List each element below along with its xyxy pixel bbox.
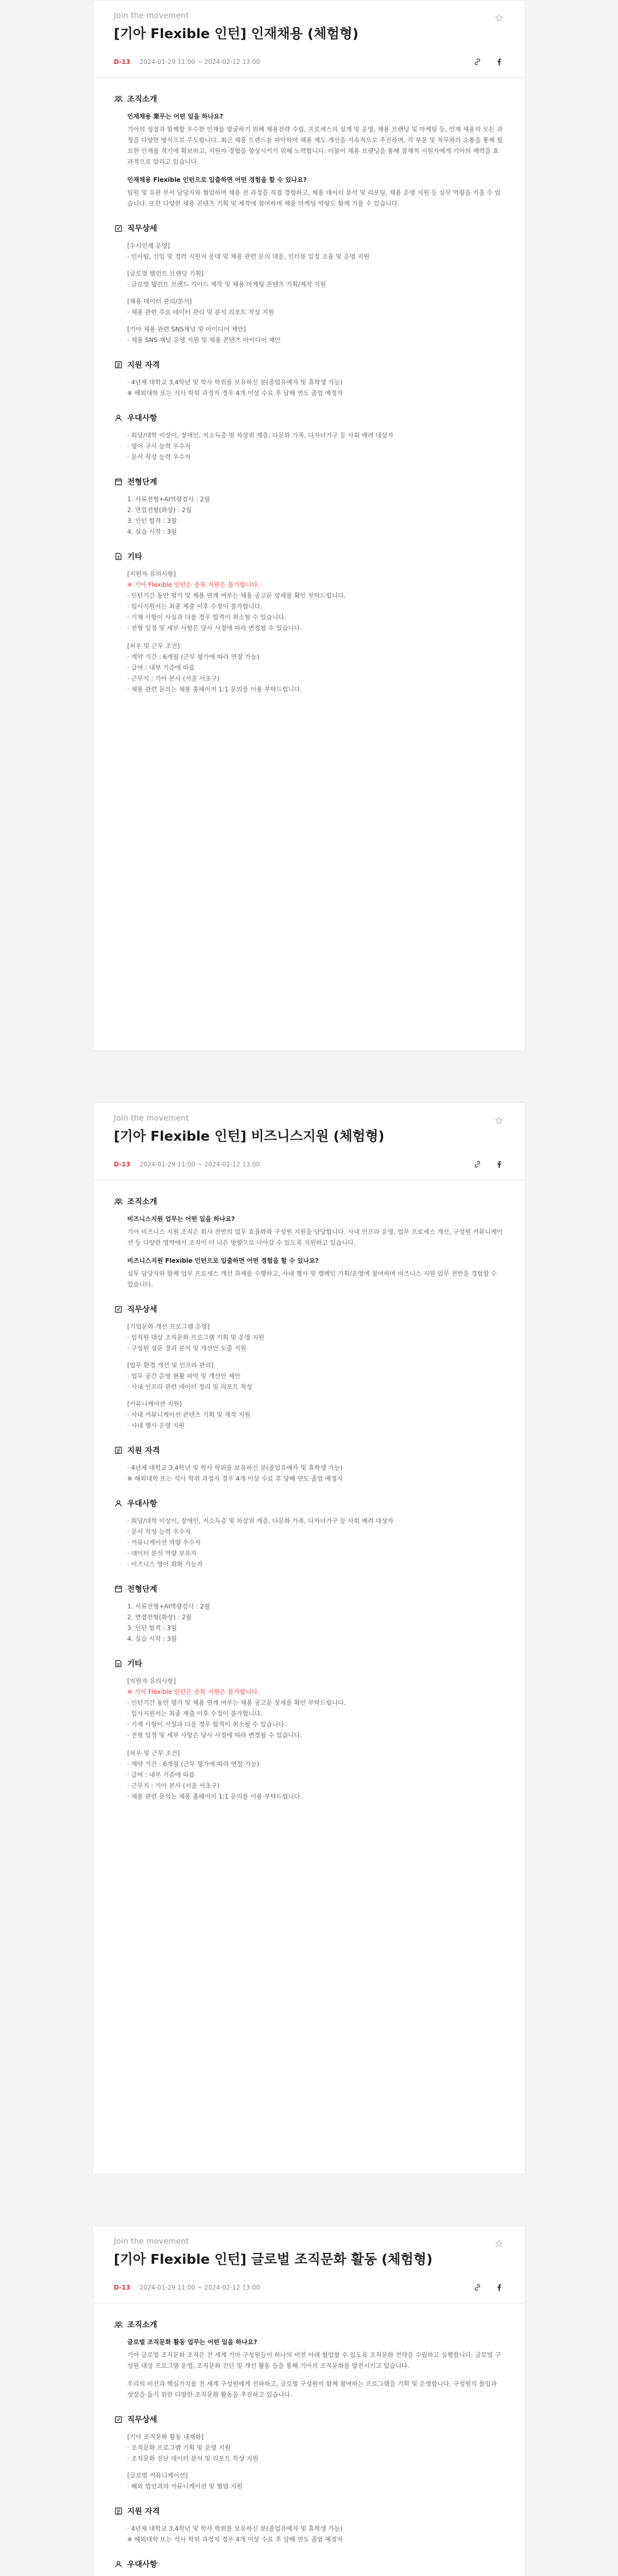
section-title: 전형단계 <box>127 477 157 486</box>
meta-row <box>114 1159 504 1170</box>
list-item: 3. 인턴 합격 : 3월 <box>127 1624 177 1632</box>
list-item: · 채용 관련 문의는 채용 홈페이지 1:1 문의를 이용 부탁드립니다. <box>127 686 302 693</box>
section-header <box>114 223 504 233</box>
section-org <box>114 93 504 209</box>
job-card-2 <box>93 1103 525 2174</box>
block-text: 팀원 및 유관 부서 담당자와 협업하며 채용 전 과정을 직접 경험하고, 채용 데이터 분석 및 리포팅, 채용 운영 지원 등 실무 역량을 키울 수 있습니다. 또한 다양한 채용 콘텐츠 기획 및 제작에 참여하며 채용 마케팅 역량도 함께 기를 수 있습니다. <box>127 189 501 207</box>
section-title: 직무상세 <box>127 2415 157 2424</box>
list-item: · 문서 작성 능력 우수자 <box>127 1528 191 1535</box>
list-item: · 계약 기간 : 6개월 (근무 평가에 따라 연장 가능) <box>127 1760 260 1768</box>
list-item: · 4년제 대학교 3,4학년 및 학사 학위를 보유하신 분(졸업유예자 및 휴학생 가능) <box>127 379 343 386</box>
application-period: 2024-01-29 11:00 ~ 2024-02-12 13:00 <box>139 2284 260 2291</box>
list-item: 1. 서류전형+AI역량검사 : 2월 <box>127 1603 210 1610</box>
section-title: 지원 자격 <box>127 2506 160 2516</box>
list-item: ※ 해외대학 또는 석사 학위 과정자 경우 4개 이상 수료 후 당해 연도 졸업 예정자 <box>127 2536 343 2543</box>
list-item: · 채용 관련 문의는 채용 홈페이지 1:1 문의를 이용 부탁드립니다. <box>127 1793 302 1800</box>
section-title: 지원 자격 <box>127 1446 160 1455</box>
block-text: 기아 글로벌 조직문화 조직은 전 세계 기아 구성원들이 하나의 비전 아래 협업할 수 있도록 조직문화 전략을 수립하고 실행합니다. 글로벌 구성원 대상 프로그램 운영, 조직문화 진단 및 개선 활동 등을 통해 기아의 조직문화를 발전시키고 있습니다. <box>127 2351 501 2369</box>
list-item: · 영어 구사 능력 우수자 <box>127 443 191 450</box>
list-item: · 회당/대학 이상이, 장애인, 저소득층 및 차상위 계층, 다문화 가족, 다자녀가구 등 사회 배려 대상자 <box>127 1517 394 1524</box>
list-item: · 4년제 대학교 3,4학년 및 학사 학위를 보유하신 분(졸업유예자 및 휴학생 가능) <box>127 2525 343 2532</box>
block-heading: 비즈니스지원 업무는 어떤 일을 하나요? <box>127 1215 235 1223</box>
card-header <box>93 2226 525 2293</box>
section-title: 전형단계 <box>127 1584 157 1594</box>
section-header <box>114 93 504 104</box>
list-item: · 조직문화 프로그램 기획 및 운영 지원 <box>127 2444 231 2451</box>
share-actions <box>472 1159 504 1170</box>
list-item: · 구성원 설문 결과 분석 및 개선안 도출 지원 <box>127 1345 247 1352</box>
section-title: 조직소개 <box>127 1197 157 1206</box>
list-item: ※ 해외대학 또는 석사 학위 과정자 경우 4개 이상 수료 후 당해 연도 졸업 예정자 <box>127 389 343 397</box>
job-title: [기아 Flexible 인턴] 비즈니스지원 (체험형) <box>114 1129 385 1144</box>
section-header <box>114 476 504 487</box>
list-item: 1. 서류전형+AI역량검사 : 2월 <box>127 496 210 503</box>
group-label: [기업문화 개선 프로그램 운영] <box>127 1323 210 1330</box>
share-actions <box>472 57 504 67</box>
group-label: [커뮤니케이션 지원] <box>127 1400 182 1408</box>
section-title: 기타 <box>127 552 142 561</box>
spacer <box>114 2371 504 2379</box>
job-title: [기아 Flexible 인턴] 인재채용 (체험형) <box>114 26 359 42</box>
list-item: · 급여 : 내부 기준에 따름 <box>127 1771 195 1778</box>
block-text: 우리의 비전과 핵심가치를 전 세계 구성원에게 전파하고, 글로벌 구성원이 함께 참여하는 프로그램을 기획 및 운영합니다. 구성원의 몰입과 성장을 돕기 위한 다양한 조직문화 활동을 추진하고 있습니다. <box>127 2380 497 2398</box>
section-etc <box>114 551 504 695</box>
list-item: [지원자 유의사항] <box>127 570 176 578</box>
section-org <box>114 2319 504 2400</box>
person-icon <box>114 1499 123 1508</box>
section-header <box>114 359 504 370</box>
list-item: · 해외 법인과의 커뮤니케이션 및 협업 지원 <box>127 2483 243 2490</box>
group-label: [기아 채용 관련 SNS채널 및 아이디어 제안] <box>127 326 246 333</box>
list-item: · 글로벌 탤런트 브랜드 가이드 제작 및 채용 마케팅 콘텐츠 기획/제작 지원 <box>127 281 326 288</box>
section-process <box>114 1583 504 1645</box>
section-title: 직무상세 <box>127 224 157 233</box>
list-item: · 급여 : 내부 기준에 따름 <box>127 664 195 671</box>
list-item: · 임직원 대상 조직문화 프로그램 기획 및 운영 지원 <box>127 1334 265 1341</box>
section-header <box>114 1196 504 1207</box>
section-header <box>114 551 504 562</box>
block-text: 기아 비즈니스 지원 조직은 회사 전반의 업무 효율화와 구성원 지원을 담당합니다. 사내 인프라 운영, 업무 프로세스 개선, 구성원 커뮤니케이션 등 다양한 영역에서 조직이 더 나은 방향으로 나아갈 수 있도록 지원하고 있습니다. <box>127 1228 503 1246</box>
link-icon[interactable] <box>472 57 483 67</box>
section-pref <box>114 412 504 463</box>
list-item: [지원자 유의사항] <box>127 1677 176 1685</box>
checklist-icon <box>114 224 123 233</box>
list-item: [처우 및 근무 조건] <box>127 642 180 650</box>
section-title: 우대사항 <box>127 413 157 422</box>
list-item: · 인사팀, 신입 및 경력 지원자 응대 및 채용 관련 문의 대응, 인터뷰 일정 조율 및 운영 지원 <box>127 253 370 260</box>
list-item: 3. 인턴 합격 : 3월 <box>127 517 177 524</box>
eyebrow-label: Join the movement <box>114 1113 189 1123</box>
list-item: · 입사지원서는 최종 제출 이후 수정이 불가합니다. <box>127 603 263 610</box>
dday-badge: D-13 <box>114 2284 130 2291</box>
block-heading: 글로벌 조직문화 활동 업무는 어떤 일을 하나요? <box>127 2338 258 2346</box>
group-label: [글로벌 커뮤니케이션] <box>127 2472 188 2479</box>
list-item: · 기재 사항이 사실과 다를 경우 합격이 취소될 수 있습니다. <box>127 1721 286 1728</box>
calendar-icon <box>114 1584 123 1594</box>
list-item: · 조직문화 진단 데이터 분석 및 리포트 작성 지원 <box>127 2455 259 2462</box>
spacer <box>114 1741 504 1748</box>
section-header <box>114 2319 504 2330</box>
list-item: · 회당/대학 이상이, 장애인, 저소득층 및 차상위 계층, 다문화 가족, 다자녀가구 등 사회 배려 대상자 <box>127 432 394 439</box>
section-title: 지원 자격 <box>127 360 160 369</box>
facebook-icon[interactable] <box>494 1159 504 1170</box>
team-icon <box>114 1197 123 1206</box>
block-heading: 인재채용 Flexible 인턴으로 입출하면 어떤 경험을 할 수 있나요? <box>127 176 307 183</box>
section-qual <box>114 2505 504 2545</box>
group-label: [기아 조직문화 활동 내재화] <box>127 2433 204 2441</box>
list-item: · 인턴기간 동안 평가 및 채용 연계 여부는 채용 공고문 상세를 확인 부탁드립니다. <box>127 592 346 599</box>
job-card-1 <box>93 0 525 1051</box>
facebook-icon[interactable] <box>494 57 504 67</box>
section-title: 우대사항 <box>127 2560 157 2569</box>
block-heading: 비즈니스지원 Flexible 인턴으로 입출하면 어떤 경험을 할 수 있나요? <box>127 1257 319 1264</box>
list-item: · 근무지 : 기아 본사 (서울 서초구) <box>127 1782 220 1789</box>
note-icon <box>114 1659 123 1668</box>
list-item: · 전형 일정 및 세부 사항은 당사 사정에 따라 변경될 수 있습니다. <box>127 624 302 632</box>
section-process <box>114 476 504 537</box>
section-title: 기타 <box>127 1659 142 1668</box>
section-header <box>114 2414 504 2425</box>
list-item: · 전형 일정 및 세부 사항은 당사 사정에 따라 변경될 수 있습니다. <box>127 1732 302 1739</box>
eyebrow-label: Join the movement <box>114 11 189 20</box>
list-item: · 데이터 분석 역량 보유자 <box>127 1550 197 1557</box>
job-card-3 <box>93 2226 525 2576</box>
checklist-icon <box>114 1304 123 1314</box>
group-label: [수시인재 운영] <box>127 242 170 249</box>
document-icon <box>114 1446 123 1455</box>
list-item: 2. 면접전형(화상) : 2월 <box>127 1614 192 1621</box>
section-qual <box>114 359 504 399</box>
calendar-icon <box>114 477 123 486</box>
dday-badge: D-13 <box>114 58 130 65</box>
bookmark-star-icon[interactable] <box>495 14 504 23</box>
section-title: 직무상세 <box>127 1304 157 1314</box>
list-item: · 채용 SNS 채널 운영 지원 및 채용 콘텐츠 아이디어 제안 <box>127 336 281 344</box>
block-text: 기아의 성장과 함께할 우수한 인재를 발굴하기 위해 채용전략 수립, 프로세스의 설계 및 운영, 채용 브랜딩 및 마케팅 등, 인재 채용의 모든 과정을 다양한 방식으로 주도합니다. 최근 채용 트렌드를 파악하여 채용 제도 개선을 지속적으로 추진하며, 각 부문 및 직무와의 소통을 통해 필요한 인재를 적기에 확보하고, 지원자 경험을 향상시키기 위해 노력합니다. 더불어 채용 브랜딩을 통해 잠재적 지원자에게 기아의 매력을 효과적으로 알리고 있습니다. <box>127 126 503 165</box>
list-item: · 기재 사항이 사실과 다를 경우 합격이 취소될 수 있습니다. <box>127 614 286 621</box>
section-duty <box>114 2414 504 2492</box>
list-item: · 비즈니스 영어 회화 가능자 <box>127 1561 203 1568</box>
list-item: 4. 실습 시작 : 3월 <box>127 528 177 535</box>
meta-row <box>114 57 504 67</box>
note-icon <box>114 552 123 561</box>
section-header <box>114 1583 504 1594</box>
link-icon[interactable] <box>472 2282 483 2293</box>
section-qual <box>114 1445 504 1484</box>
eyebrow-label: Join the movement <box>114 2236 189 2246</box>
section-header <box>114 1303 504 1314</box>
list-item: · 사내 인프라 관련 데이터 정리 및 리포트 작성 <box>127 1383 252 1391</box>
application-period: 2024-01-29 11:00 ~ 2024-02-12 13:00 <box>139 58 260 65</box>
dday-badge: D-13 <box>114 1161 130 1168</box>
list-item: 4. 실습 시작 : 3월 <box>127 1635 177 1642</box>
job-title: [기아 Flexible 인턴] 글로벌 조직문화 활동 (체험형) <box>114 2252 433 2267</box>
checklist-icon <box>114 2415 123 2424</box>
document-icon <box>114 2506 123 2516</box>
section-duty <box>114 1303 504 1431</box>
meta-row <box>114 2282 504 2293</box>
section-title: 조직소개 <box>127 94 157 104</box>
card-header <box>93 1103 525 1170</box>
section-header <box>114 1658 504 1669</box>
section-header <box>114 1445 504 1455</box>
block-heading: 인재채용 業무는 어떤 일을 하나요? <box>127 113 224 120</box>
card-header <box>93 1 525 67</box>
list-item: · 채용 관련 주요 데이터 관리 및 분석 리포트 작성 지원 <box>127 309 274 316</box>
document-icon <box>114 360 123 369</box>
list-item: · 입사지원서는 최종 제출 이후 수정이 불가합니다. <box>127 1710 263 1717</box>
section-header <box>114 2505 504 2516</box>
link-icon[interactable] <box>472 1159 483 1170</box>
section-org <box>114 1196 504 1290</box>
list-item: · 인턴기간 동안 평가 및 채용 연계 여부는 채용 공고문 상세를 확인 부탁드립니다. <box>127 1699 346 1706</box>
section-header <box>114 412 504 423</box>
list-item: · 업무 공간 운영 현황 파악 및 개선안 제안 <box>127 1372 241 1380</box>
section-pref <box>114 2558 504 2576</box>
section-title: 우대사항 <box>127 1499 157 1508</box>
list-item: [처우 및 근무 조건] <box>127 1750 180 1757</box>
group-label: [업무 환경 개선 및 인프라 관리] <box>127 1362 214 1369</box>
list-item: · 커뮤니케이션 역량 우수자 <box>127 1539 201 1546</box>
section-title: 조직소개 <box>127 2320 157 2329</box>
list-item: · 사내 행사 운영 지원 <box>127 1422 185 1429</box>
share-actions <box>472 2282 504 2293</box>
facebook-icon[interactable] <box>494 2282 504 2293</box>
block-text: 실무 담당자와 함께 업무 프로세스 개선 과제를 수행하고, 사내 행사 및 캠페인 기획/운영에 참여하며 비즈니스 지원 업무 전반을 경험할 수 있습니다. <box>127 1270 497 1288</box>
card-body <box>93 1180 525 1826</box>
list-item: · 4년제 대학교 3,4학년 및 학사 학위를 보유하신 분(졸업유예자 및 휴학생 가능) <box>127 1464 343 1471</box>
list-item: 2. 면접전형(화상) : 2월 <box>127 506 192 514</box>
section-duty <box>114 223 504 346</box>
section-header <box>114 2558 504 2569</box>
team-icon <box>114 94 123 104</box>
list-item: · 계약 기간 : 6개월 (근무 평가에 따라 연장 가능) <box>127 653 260 660</box>
warning-note: ※ 기아 Flexible 인턴은 중복 지원은 불가합니다. <box>127 1688 260 1696</box>
list-item: · 사내 커뮤니케이션 콘텐츠 기획 및 제작 지원 <box>127 1411 251 1418</box>
warning-note: ※ 기아 Flexible 인턴은 중복 지원은 불가합니다. <box>127 581 260 588</box>
application-period: 2024-01-29 11:00 ~ 2024-02-12 13:00 <box>139 1161 260 1168</box>
bookmark-star-icon[interactable] <box>495 2240 504 2249</box>
group-label: [채용 데이터 관리/분석] <box>127 298 192 305</box>
section-header <box>114 1498 504 1509</box>
section-pref <box>114 1498 504 1570</box>
list-item: · 문서 작성 능력 우수자 <box>127 453 191 461</box>
card-body <box>93 78 525 719</box>
group-label: [글로벌 탤런트 브랜딩 기획] <box>127 270 204 277</box>
list-item: · 근무지 : 기아 본사 (서울 서초구) <box>127 675 220 682</box>
card-body <box>93 2303 525 2576</box>
list-item: ※ 해외대학 또는 석사 학위 과정자 경우 4개 이상 수료 후 당해 연도 졸업 예정자 <box>127 1475 343 1482</box>
team-icon <box>114 2320 123 2329</box>
person-icon <box>114 413 123 422</box>
person-icon <box>114 2560 123 2569</box>
section-etc <box>114 1658 504 1802</box>
bookmark-star-icon[interactable] <box>495 1116 504 1126</box>
spacer <box>114 634 504 641</box>
